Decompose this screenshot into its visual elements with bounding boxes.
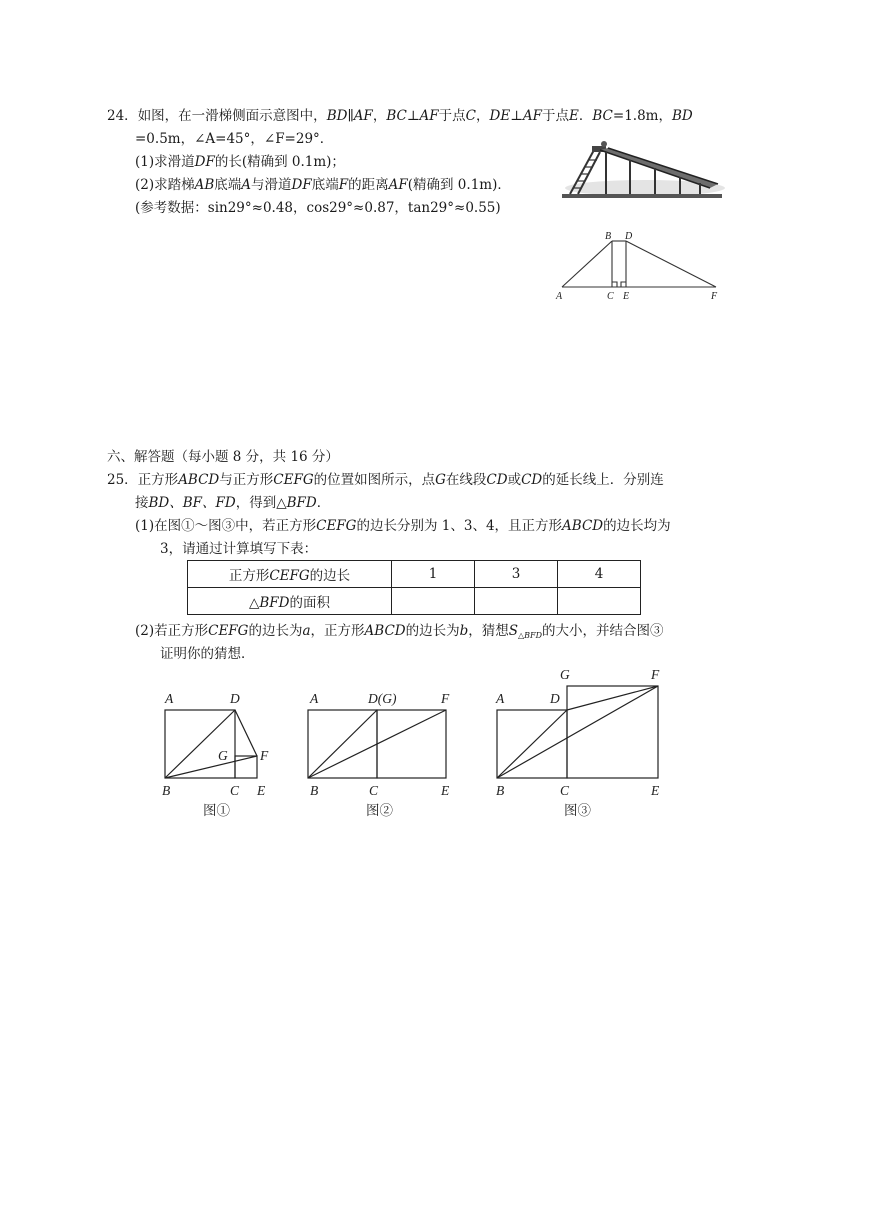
q24-text: (1)求滑道 (135, 154, 195, 170)
fig1-label-e: E (257, 783, 266, 798)
fig1-label-g: G (218, 748, 228, 763)
q24-var: DF (291, 177, 312, 193)
q25-var: BD、BF、FD (148, 495, 236, 511)
q24-line2: =0.5m，∠A=45°，∠F=29°． (135, 131, 334, 147)
segment-ab (562, 241, 612, 287)
q24-reference-data: (参考数据：sin29°≈0.48，cos29°≈0.87，tan29°≈0.55) (135, 200, 501, 216)
q24-symbol: ⊥ (406, 108, 420, 124)
fig3-label-b: B (496, 783, 505, 798)
label-c: C (607, 291, 614, 302)
fig2-label-c: C (369, 783, 379, 798)
q24-var: BD (326, 108, 348, 124)
q24-var: A (241, 177, 252, 193)
q25-subscript: △BFD (518, 631, 543, 640)
right-angle-e (621, 282, 626, 287)
q25-text: 的边长分别为 1、3、4，且正方形 (356, 518, 563, 534)
table-cell: 1 (392, 561, 475, 588)
figure-3 (497, 686, 658, 778)
q24-text: ． (578, 108, 593, 124)
q25-line1 (107, 470, 664, 490)
q25-text: 接 (135, 495, 149, 511)
q25-text: (1)在图①～图③中，若正方形 (135, 518, 317, 534)
q24-var: E (569, 108, 579, 124)
q25-text: 的延长线上．分别连 (542, 472, 664, 488)
q24-var: F (338, 177, 349, 193)
segment-df (626, 241, 716, 287)
q24-var: DE (489, 108, 511, 124)
fig2-label-a: A (310, 691, 319, 706)
answer-blank-cell[interactable] (475, 588, 558, 615)
section-heading: 六、解答题（每小题 8 分，共 16 分） (107, 449, 339, 465)
q25-var: CD (486, 472, 508, 488)
cell-text: △ (248, 595, 260, 611)
cell-var: CEFG (269, 568, 310, 584)
q24-var: C (465, 108, 476, 124)
q25-text: 的边长均为 (603, 518, 671, 534)
q24-var: AF (388, 177, 408, 193)
q24-var: BD (671, 108, 693, 124)
q25-text: 正方形 (137, 472, 179, 488)
fig1-label-f: F (260, 748, 269, 763)
fig3-label-a: A (496, 691, 505, 706)
q25-text: (2)若正方形 (135, 623, 209, 639)
q25-var: S (508, 623, 519, 639)
label-e: E (623, 291, 630, 302)
table-cell: 3 (475, 561, 558, 588)
q24-text: 与滑道 (251, 177, 292, 193)
q25-text: 的位置如图所示，点 (313, 472, 436, 488)
q25-text: 的大小，并结合图③ (542, 623, 664, 639)
q24-text: (2)求踏梯 (135, 177, 195, 193)
fig3-label-d: D (550, 691, 560, 706)
q25-var: b (459, 623, 469, 639)
label-b: B (605, 231, 612, 242)
q25-part2-line2: 证明你的猜想． (160, 646, 255, 662)
cell-var: BFD (259, 595, 290, 611)
q24-var: BC (386, 108, 407, 124)
answer-blank-cell[interactable] (558, 588, 641, 615)
q24-var: AF (522, 108, 543, 124)
fig3-label-e: E (651, 783, 660, 798)
q25-var: ABCD (562, 518, 604, 534)
fig3-label-f: F (651, 667, 660, 682)
q25-number: 25． (107, 472, 138, 488)
q25-var: CEFG (208, 623, 249, 639)
q24-line1 (107, 106, 693, 126)
table-row (188, 588, 641, 615)
q24-text: 的距离 (348, 177, 389, 193)
q24-var: AB (194, 177, 215, 193)
fig2-label-f: F (441, 691, 450, 706)
cell-text: 正方形 (228, 568, 270, 584)
fig3-label-g: G (560, 667, 570, 682)
q25-text: ，猜想 (468, 623, 509, 639)
q25-line2 (135, 493, 330, 513)
fig1-label-c: C (230, 783, 240, 798)
q25-text: 与正方形 (219, 472, 274, 488)
q24-part1 (135, 152, 345, 172)
q25-text: 在线段 (445, 472, 487, 488)
q25-part2 (135, 621, 664, 646)
q24-symbol: ∥ (347, 108, 354, 124)
q25-var: a (302, 623, 311, 639)
q25-var: ABCD (178, 472, 220, 488)
q24-var: AF (419, 108, 439, 124)
slide-photo-illustration (560, 138, 725, 202)
cell-text: 的面积 (289, 595, 330, 611)
q25-var: CEFG (316, 518, 357, 534)
label-f: F (711, 291, 718, 302)
fig2-label-dg: D(G) (368, 691, 397, 706)
cell-text: 的边长 (309, 568, 351, 584)
q25-var: G (435, 472, 446, 488)
q24-text: 如图，在一滑梯侧面示意图中， (137, 108, 327, 124)
q25-text: ，得到△ (235, 495, 287, 511)
table-row (188, 561, 641, 588)
table-cell: 4 (558, 561, 641, 588)
q25-var: CD (521, 472, 543, 488)
table-header-cell (188, 561, 392, 588)
q25-part1-line2: 3，请通过计算填写下表： (160, 541, 318, 557)
q25-text: ． (316, 495, 331, 511)
q24-text: (精确到 0.1m)． (407, 177, 511, 193)
q24-text: 于点 (542, 108, 570, 124)
answer-blank-cell[interactable] (392, 588, 475, 615)
q24-var: DF (194, 154, 215, 170)
fig2-label-b: B (310, 783, 319, 798)
fig1-label-d: D (230, 691, 240, 706)
q24-text: 底端 (214, 177, 242, 193)
q25-text: ，正方形 (310, 623, 365, 639)
fig3-label-c: C (560, 783, 570, 798)
q24-var: BC (592, 108, 613, 124)
label-a: A (556, 291, 563, 302)
q24-text: 的长(精确到 0.1m)； (214, 154, 345, 170)
right-angle-c (612, 282, 617, 287)
fig2-label-e: E (441, 783, 450, 798)
figure-1 (165, 710, 257, 778)
q25-figures (0, 660, 869, 830)
fig1-label-a: A (165, 691, 174, 706)
fig2-caption: 图② (366, 803, 393, 818)
q25-text: 或 (507, 472, 522, 488)
fig1-label-b: B (162, 783, 171, 798)
q24-text: =1.8m， (612, 108, 672, 124)
q25-part1 (135, 516, 671, 536)
q24-text: ， (372, 108, 387, 124)
q24-trapezoid-diagram (550, 228, 730, 308)
table-header-cell (188, 588, 392, 615)
label-d: D (625, 231, 633, 242)
q25-text: 的边长为 (248, 623, 303, 639)
q25-var: BFD (286, 495, 317, 511)
q24-part2 (135, 175, 511, 195)
q24-text: 于点 (438, 108, 466, 124)
fig1-caption: 图① (203, 803, 230, 818)
q24-text: ， (476, 108, 490, 124)
q24-symbol: ⊥ (510, 108, 523, 124)
q25-text: 的边长为 (405, 623, 460, 639)
q24-number: 24． (107, 108, 138, 124)
q24-var: AF (353, 108, 373, 124)
q25-var: ABCD (364, 623, 406, 639)
figure-2 (308, 710, 446, 778)
q25-var: CEFG (273, 472, 314, 488)
fig3-caption: 图③ (564, 803, 591, 818)
q25-answer-table (187, 560, 641, 615)
q24-text: 底端 (311, 177, 339, 193)
